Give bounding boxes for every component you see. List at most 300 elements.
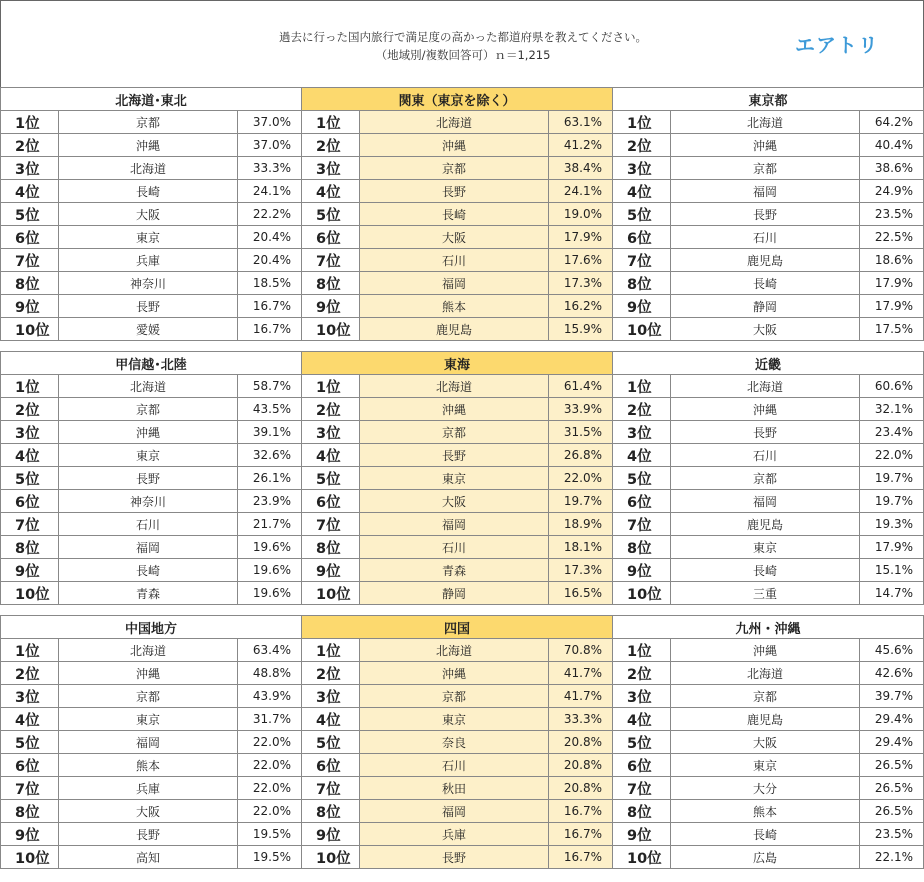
- percentage-cell: 38.4%: [548, 157, 612, 180]
- percentage-cell: 39.1%: [238, 421, 302, 444]
- prefecture-cell: 神奈川: [59, 490, 238, 513]
- region-title: 北海道･東北: [1, 88, 302, 111]
- prefecture-cell: 長崎: [671, 272, 860, 295]
- ranking-row: [613, 559, 924, 582]
- ranking-row: [302, 318, 613, 341]
- rank-cell: 1位: [613, 375, 671, 398]
- ranking-row: [613, 685, 924, 708]
- ranking-row: [613, 421, 924, 444]
- ranking-row: [302, 639, 613, 662]
- prefecture-cell: 北海道: [59, 375, 238, 398]
- rank-cell: 6位: [613, 490, 671, 513]
- prefecture-cell: 長野: [360, 180, 549, 203]
- prefecture-cell: 福岡: [671, 490, 860, 513]
- rank-cell: 7位: [1, 777, 59, 800]
- region-title: 九州・沖縄: [613, 616, 924, 639]
- rank-cell: 2位: [1, 134, 59, 157]
- ranking-row: [302, 111, 613, 134]
- rank-cell: 6位: [1, 754, 59, 777]
- prefecture-cell: 大分: [671, 777, 860, 800]
- prefecture-cell: 石川: [360, 754, 549, 777]
- rank-cell: 2位: [302, 134, 360, 157]
- prefecture-cell: 東京: [59, 444, 238, 467]
- rank-cell: 10位: [302, 318, 360, 341]
- region-table: [301, 615, 613, 869]
- rank-cell: 8位: [613, 800, 671, 823]
- prefecture-cell: 北海道: [671, 375, 860, 398]
- rank-cell: 4位: [302, 708, 360, 731]
- percentage-cell: 26.5%: [859, 800, 923, 823]
- rank-cell: 4位: [302, 180, 360, 203]
- rank-cell: 3位: [1, 421, 59, 444]
- rank-cell: 9位: [1, 823, 59, 846]
- percentage-cell: 37.0%: [238, 134, 302, 157]
- percentage-cell: 31.5%: [548, 421, 612, 444]
- percentage-cell: 15.1%: [859, 559, 923, 582]
- region-table: [301, 351, 613, 605]
- prefecture-cell: 熊本: [671, 800, 860, 823]
- ranking-row: [613, 444, 924, 467]
- prefecture-cell: 北海道: [671, 111, 860, 134]
- prefecture-cell: 北海道: [671, 662, 860, 685]
- prefecture-cell: 沖縄: [59, 662, 238, 685]
- rank-cell: 3位: [613, 685, 671, 708]
- ranking-row: [613, 639, 924, 662]
- rank-cell: 10位: [302, 846, 360, 869]
- rank-cell: 4位: [302, 444, 360, 467]
- percentage-cell: 17.9%: [548, 226, 612, 249]
- rank-cell: 3位: [613, 421, 671, 444]
- percentage-cell: 22.0%: [238, 800, 302, 823]
- percentage-cell: 17.9%: [859, 295, 923, 318]
- prefecture-cell: 三重: [671, 582, 860, 605]
- prefecture-cell: 京都: [360, 421, 549, 444]
- ranking-row: [613, 823, 924, 846]
- percentage-cell: 26.8%: [548, 444, 612, 467]
- percentage-cell: 24.1%: [548, 180, 612, 203]
- ranking-row: [1, 295, 302, 318]
- prefecture-cell: 沖縄: [360, 134, 549, 157]
- ranking-row: [613, 203, 924, 226]
- ranking-row: [302, 249, 613, 272]
- prefecture-cell: 静岡: [671, 295, 860, 318]
- rank-cell: 1位: [1, 375, 59, 398]
- ranking-row: [1, 639, 302, 662]
- prefecture-cell: 京都: [671, 467, 860, 490]
- ranking-row: [1, 490, 302, 513]
- percentage-cell: 42.6%: [859, 662, 923, 685]
- percentage-cell: 22.0%: [859, 444, 923, 467]
- ranking-row: [613, 513, 924, 536]
- percentage-cell: 16.7%: [548, 800, 612, 823]
- percentage-cell: 40.4%: [859, 134, 923, 157]
- rank-cell: 10位: [1, 846, 59, 869]
- ranking-row: [302, 226, 613, 249]
- airtrip-logo: エアトリ: [795, 33, 879, 57]
- rank-cell: 5位: [302, 467, 360, 490]
- rank-cell: 9位: [302, 295, 360, 318]
- prefecture-cell: 福岡: [360, 800, 549, 823]
- rank-cell: 8位: [613, 536, 671, 559]
- rank-cell: 7位: [302, 777, 360, 800]
- prefecture-cell: 秋田: [360, 777, 549, 800]
- region-table: [612, 87, 924, 341]
- ranking-row: [613, 731, 924, 754]
- rank-cell: 4位: [1, 708, 59, 731]
- ranking-row: [1, 272, 302, 295]
- ranking-row: [302, 157, 613, 180]
- ranking-row: [613, 272, 924, 295]
- ranking-row: [613, 398, 924, 421]
- ranking-row: [613, 226, 924, 249]
- percentage-cell: 60.6%: [859, 375, 923, 398]
- region-title: 甲信越･北陸: [1, 352, 302, 375]
- prefecture-cell: 石川: [671, 444, 860, 467]
- ranking-row: [1, 421, 302, 444]
- percentage-cell: 26.5%: [859, 777, 923, 800]
- percentage-cell: 20.8%: [548, 754, 612, 777]
- ranking-row: [302, 375, 613, 398]
- prefecture-cell: 長野: [59, 295, 238, 318]
- percentage-cell: 22.5%: [859, 226, 923, 249]
- percentage-cell: 20.8%: [548, 777, 612, 800]
- prefecture-cell: 鹿児島: [671, 708, 860, 731]
- rank-cell: 8位: [1, 800, 59, 823]
- percentage-cell: 19.5%: [238, 823, 302, 846]
- rank-cell: 4位: [613, 444, 671, 467]
- prefecture-cell: 青森: [59, 582, 238, 605]
- ranking-row: [302, 203, 613, 226]
- ranking-row: [1, 582, 302, 605]
- percentage-cell: 19.5%: [238, 846, 302, 869]
- prefecture-cell: 北海道: [360, 639, 549, 662]
- rank-cell: 2位: [1, 398, 59, 421]
- prefecture-cell: 鹿児島: [671, 249, 860, 272]
- rank-cell: 1位: [1, 111, 59, 134]
- rank-cell: 5位: [1, 731, 59, 754]
- rank-cell: 6位: [302, 754, 360, 777]
- ranking-row: [613, 846, 924, 869]
- percentage-cell: 41.7%: [548, 685, 612, 708]
- percentage-cell: 63.1%: [548, 111, 612, 134]
- percentage-cell: 24.1%: [238, 180, 302, 203]
- percentage-cell: 26.5%: [859, 754, 923, 777]
- prefecture-cell: 京都: [671, 157, 860, 180]
- percentage-cell: 20.4%: [238, 226, 302, 249]
- rank-cell: 1位: [302, 639, 360, 662]
- survey-note: （地域別/複数回答可）ｎ＝1,215: [375, 48, 551, 62]
- ranking-row: [302, 398, 613, 421]
- percentage-cell: 23.5%: [859, 203, 923, 226]
- prefecture-cell: 北海道: [360, 111, 549, 134]
- rank-cell: 2位: [1, 662, 59, 685]
- prefecture-cell: 北海道: [59, 157, 238, 180]
- prefecture-cell: 長野: [671, 421, 860, 444]
- prefecture-cell: 東京: [59, 226, 238, 249]
- ranking-row: [1, 203, 302, 226]
- rank-cell: 6位: [302, 226, 360, 249]
- prefecture-cell: 東京: [671, 536, 860, 559]
- rank-cell: 10位: [613, 582, 671, 605]
- rank-cell: 6位: [1, 226, 59, 249]
- rank-cell: 6位: [1, 490, 59, 513]
- percentage-cell: 16.2%: [548, 295, 612, 318]
- percentage-cell: 16.7%: [238, 318, 302, 341]
- prefecture-cell: 兵庫: [59, 249, 238, 272]
- prefecture-cell: 静岡: [360, 582, 549, 605]
- rank-cell: 2位: [613, 662, 671, 685]
- percentage-cell: 32.6%: [238, 444, 302, 467]
- rank-cell: 4位: [1, 180, 59, 203]
- region-table: [612, 615, 924, 869]
- rank-cell: 4位: [613, 180, 671, 203]
- ranking-row: [1, 318, 302, 341]
- ranking-row: [613, 467, 924, 490]
- ranking-row: [1, 731, 302, 754]
- rank-cell: 7位: [1, 513, 59, 536]
- ranking-row: [1, 226, 302, 249]
- ranking-row: [302, 823, 613, 846]
- percentage-cell: 19.7%: [548, 490, 612, 513]
- percentage-cell: 63.4%: [238, 639, 302, 662]
- percentage-cell: 18.5%: [238, 272, 302, 295]
- rank-cell: 1位: [302, 375, 360, 398]
- prefecture-cell: 石川: [360, 249, 549, 272]
- rank-cell: 5位: [302, 203, 360, 226]
- ranking-row: [613, 536, 924, 559]
- percentage-cell: 33.9%: [548, 398, 612, 421]
- ranking-row: [1, 398, 302, 421]
- ranking-row: [1, 559, 302, 582]
- prefecture-cell: 長崎: [360, 203, 549, 226]
- ranking-grid: [0, 87, 924, 882]
- prefecture-cell: 大阪: [671, 731, 860, 754]
- percentage-cell: 19.3%: [859, 513, 923, 536]
- ranking-row: [1, 180, 302, 203]
- rank-cell: 2位: [302, 398, 360, 421]
- region-table: [0, 351, 302, 605]
- prefecture-cell: 福岡: [360, 513, 549, 536]
- region-table: [0, 87, 302, 341]
- ranking-row: [1, 467, 302, 490]
- percentage-cell: 37.0%: [238, 111, 302, 134]
- rank-cell: 8位: [1, 536, 59, 559]
- rank-cell: 6位: [613, 226, 671, 249]
- percentage-cell: 22.1%: [859, 846, 923, 869]
- rank-cell: 9位: [302, 823, 360, 846]
- rank-cell: 3位: [302, 421, 360, 444]
- region-table: [0, 615, 302, 869]
- rank-cell: 5位: [613, 203, 671, 226]
- ranking-row: [302, 180, 613, 203]
- percentage-cell: 19.6%: [238, 559, 302, 582]
- percentage-cell: 26.1%: [238, 467, 302, 490]
- percentage-cell: 16.7%: [238, 295, 302, 318]
- percentage-cell: 64.2%: [859, 111, 923, 134]
- ranking-row: [1, 249, 302, 272]
- percentage-cell: 19.7%: [859, 467, 923, 490]
- percentage-cell: 24.9%: [859, 180, 923, 203]
- rank-cell: 8位: [302, 536, 360, 559]
- prefecture-cell: 沖縄: [671, 398, 860, 421]
- prefecture-cell: 大阪: [59, 800, 238, 823]
- percentage-cell: 18.1%: [548, 536, 612, 559]
- ranking-row: [302, 777, 613, 800]
- ranking-row: [613, 318, 924, 341]
- prefecture-cell: 長野: [360, 444, 549, 467]
- ranking-row: [613, 777, 924, 800]
- prefecture-cell: 北海道: [360, 375, 549, 398]
- prefecture-cell: 京都: [59, 685, 238, 708]
- percentage-cell: 19.7%: [859, 490, 923, 513]
- percentage-cell: 61.4%: [548, 375, 612, 398]
- rank-cell: 2位: [613, 398, 671, 421]
- rank-cell: 5位: [302, 731, 360, 754]
- rank-cell: 3位: [302, 157, 360, 180]
- prefecture-cell: 神奈川: [59, 272, 238, 295]
- ranking-row: [1, 662, 302, 685]
- ranking-row: [302, 295, 613, 318]
- ranking-row: [302, 800, 613, 823]
- ranking-row: [1, 823, 302, 846]
- prefecture-cell: 東京: [59, 708, 238, 731]
- prefecture-cell: 兵庫: [59, 777, 238, 800]
- prefecture-cell: 鹿児島: [360, 318, 549, 341]
- region-title: 近畿: [613, 352, 924, 375]
- ranking-row: [1, 375, 302, 398]
- prefecture-cell: 長崎: [59, 559, 238, 582]
- rank-cell: 7位: [613, 777, 671, 800]
- ranking-row: [613, 295, 924, 318]
- rank-cell: 8位: [613, 272, 671, 295]
- prefecture-cell: 奈良: [360, 731, 549, 754]
- prefecture-cell: 沖縄: [360, 398, 549, 421]
- percentage-cell: 16.7%: [548, 846, 612, 869]
- percentage-cell: 17.3%: [548, 272, 612, 295]
- region-table: [301, 87, 613, 341]
- ranking-row: [302, 444, 613, 467]
- prefecture-cell: 長野: [59, 467, 238, 490]
- ranking-row: [613, 180, 924, 203]
- percentage-cell: 32.1%: [859, 398, 923, 421]
- rank-cell: 7位: [613, 513, 671, 536]
- prefecture-cell: 兵庫: [360, 823, 549, 846]
- ranking-row: [1, 536, 302, 559]
- prefecture-cell: 高知: [59, 846, 238, 869]
- prefecture-cell: 広島: [671, 846, 860, 869]
- percentage-cell: 45.6%: [859, 639, 923, 662]
- ranking-row: [613, 490, 924, 513]
- prefecture-cell: 石川: [360, 536, 549, 559]
- percentage-cell: 17.3%: [548, 559, 612, 582]
- survey-header: [0, 0, 924, 87]
- ranking-row: [302, 559, 613, 582]
- rank-cell: 5位: [1, 467, 59, 490]
- prefecture-cell: 青森: [360, 559, 549, 582]
- prefecture-cell: 北海道: [59, 639, 238, 662]
- percentage-cell: 16.7%: [548, 823, 612, 846]
- ranking-row: [613, 754, 924, 777]
- rank-cell: 3位: [1, 157, 59, 180]
- percentage-cell: 58.7%: [238, 375, 302, 398]
- ranking-row: [302, 134, 613, 157]
- prefecture-cell: 大阪: [59, 203, 238, 226]
- region-title: 東京都: [613, 88, 924, 111]
- ranking-row: [613, 134, 924, 157]
- percentage-cell: 18.6%: [859, 249, 923, 272]
- ranking-row: [1, 134, 302, 157]
- ranking-row: [302, 846, 613, 869]
- percentage-cell: 41.2%: [548, 134, 612, 157]
- ranking-row: [302, 582, 613, 605]
- percentage-cell: 20.4%: [238, 249, 302, 272]
- rank-cell: 5位: [613, 467, 671, 490]
- percentage-cell: 43.9%: [238, 685, 302, 708]
- ranking-row: [302, 662, 613, 685]
- prefecture-cell: 東京: [360, 708, 549, 731]
- prefecture-cell: 長崎: [671, 559, 860, 582]
- rank-cell: 9位: [613, 823, 671, 846]
- prefecture-cell: 東京: [360, 467, 549, 490]
- ranking-row: [1, 685, 302, 708]
- rank-cell: 9位: [613, 559, 671, 582]
- rank-cell: 3位: [1, 685, 59, 708]
- ranking-row: [1, 754, 302, 777]
- ranking-row: [302, 272, 613, 295]
- percentage-cell: 16.5%: [548, 582, 612, 605]
- percentage-cell: 20.8%: [548, 731, 612, 754]
- prefecture-cell: 長野: [360, 846, 549, 869]
- prefecture-cell: 大阪: [360, 226, 549, 249]
- percentage-cell: 31.7%: [238, 708, 302, 731]
- ranking-row: [1, 708, 302, 731]
- ranking-row: [302, 490, 613, 513]
- ranking-row: [302, 731, 613, 754]
- prefecture-cell: 鹿児島: [671, 513, 860, 536]
- prefecture-cell: 福岡: [360, 272, 549, 295]
- rank-cell: 10位: [613, 846, 671, 869]
- ranking-row: [613, 800, 924, 823]
- rank-cell: 1位: [1, 639, 59, 662]
- rank-cell: 4位: [613, 708, 671, 731]
- percentage-cell: 39.7%: [859, 685, 923, 708]
- prefecture-cell: 京都: [59, 398, 238, 421]
- ranking-row: [302, 685, 613, 708]
- rank-cell: 3位: [613, 157, 671, 180]
- percentage-cell: 22.0%: [238, 754, 302, 777]
- prefecture-cell: 熊本: [360, 295, 549, 318]
- prefecture-cell: 愛媛: [59, 318, 238, 341]
- prefecture-cell: 沖縄: [59, 421, 238, 444]
- percentage-cell: 38.6%: [859, 157, 923, 180]
- percentage-cell: 19.6%: [238, 582, 302, 605]
- rank-cell: 2位: [302, 662, 360, 685]
- ranking-row: [302, 467, 613, 490]
- prefecture-cell: 福岡: [59, 536, 238, 559]
- prefecture-cell: 京都: [59, 111, 238, 134]
- ranking-row: [1, 513, 302, 536]
- ranking-row: [1, 800, 302, 823]
- ranking-row: [1, 157, 302, 180]
- prefecture-cell: 沖縄: [671, 639, 860, 662]
- ranking-row: [1, 777, 302, 800]
- rank-cell: 5位: [613, 731, 671, 754]
- percentage-cell: 14.7%: [859, 582, 923, 605]
- rank-cell: 10位: [613, 318, 671, 341]
- percentage-cell: 17.5%: [859, 318, 923, 341]
- prefecture-cell: 福岡: [59, 731, 238, 754]
- percentage-cell: 41.7%: [548, 662, 612, 685]
